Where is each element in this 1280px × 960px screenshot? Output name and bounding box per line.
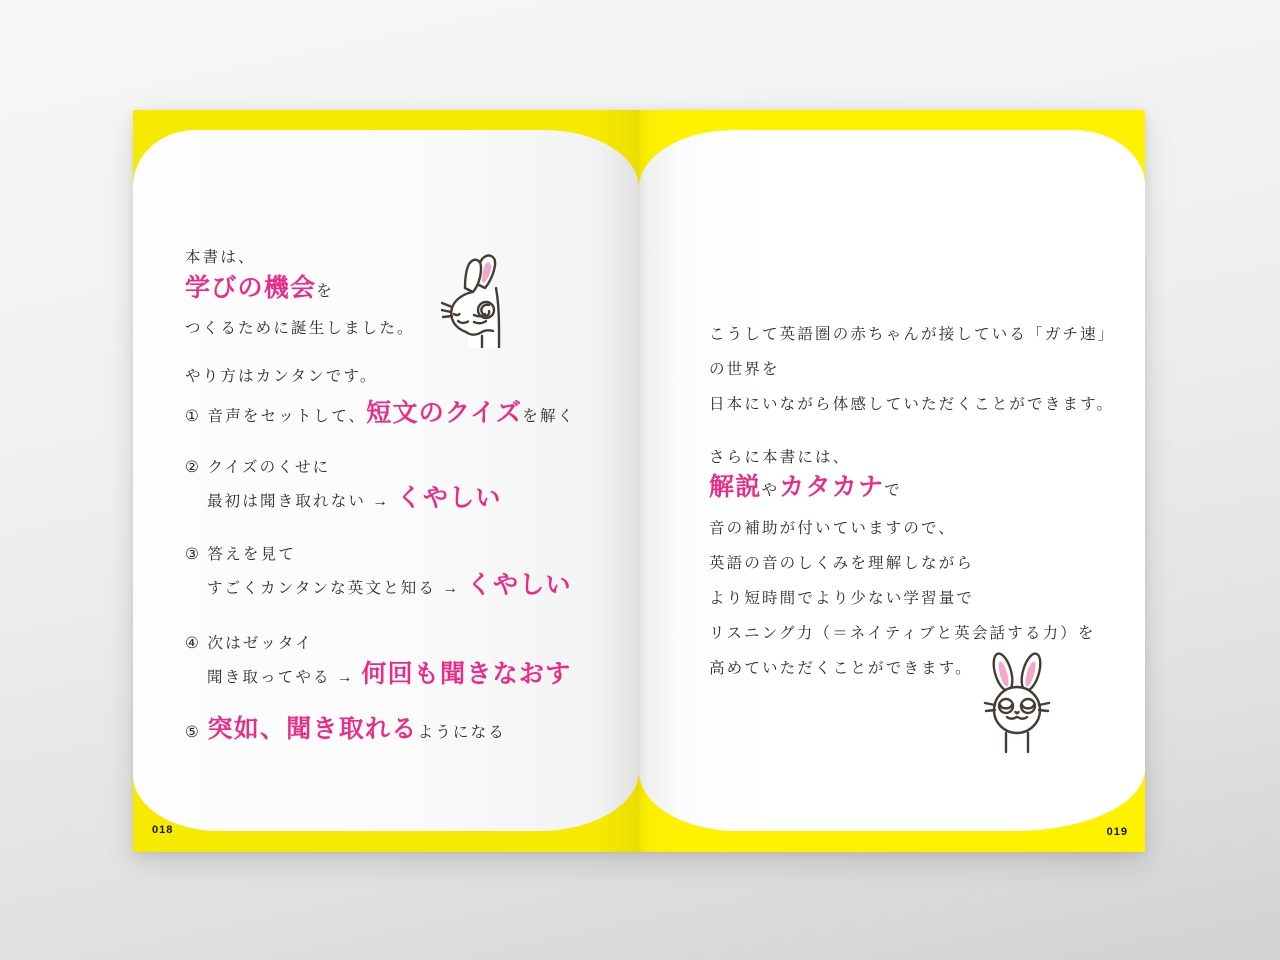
page-left [133, 110, 639, 852]
body-text: やり方はカンタンです。 [185, 368, 378, 385]
body-text: や [761, 482, 780, 499]
body-text: こうして英語圏の赤ちゃんが接している「ガチ速」 [709, 326, 1116, 343]
page-left-content-area [133, 130, 639, 831]
text-line [185, 481, 575, 519]
body-text: を解く [522, 408, 576, 425]
text-line [185, 542, 575, 568]
body-text: の世界を [709, 361, 780, 378]
body-text: リスニング力（＝ネイティブと英会話する力）を [709, 625, 1096, 642]
text-line [185, 245, 575, 271]
body-text: を [316, 283, 334, 300]
accent-text: カタカナ [779, 473, 885, 501]
text-line [185, 396, 575, 434]
open-book-spread [133, 110, 1145, 852]
text-line [185, 657, 575, 695]
body-text: より短時間でより少ない学習量で [709, 590, 975, 607]
right-page-text [709, 317, 1115, 686]
text-line [709, 511, 1115, 546]
accent-text: くやしい [466, 571, 572, 599]
body-text: ⑤ [185, 724, 208, 741]
body-text: つくるために誕生しました。 [185, 320, 415, 337]
text-line [709, 546, 1115, 581]
page-number-left: 018 [152, 824, 174, 836]
body-text: ようになる [417, 724, 506, 741]
body-text: 本書は、 [185, 249, 256, 266]
text-line [185, 568, 575, 606]
body-text: 高めていただくことができます。 [709, 660, 973, 677]
rabbit-profile-icon [441, 252, 503, 353]
body-text: ① 音声をセットして、 [185, 408, 367, 425]
body-text: ② クイズのくせに [185, 459, 331, 476]
body-text: 最初は聞き取れない → [207, 493, 397, 510]
text-line [185, 455, 575, 481]
body-text: 聞き取ってやる → [207, 669, 362, 686]
body-text: で [884, 482, 902, 499]
text-line [185, 271, 575, 309]
accent-text: 短文のクイズ [366, 399, 523, 427]
page-right-content-area [639, 130, 1145, 831]
accent-text: 何回も聞きなおす [361, 660, 572, 688]
text-line [185, 316, 575, 342]
accent-text: 解説 [709, 473, 762, 501]
body-text: ④ 次はゼッタイ [185, 635, 313, 652]
page-number-right: 019 [1106, 826, 1128, 838]
text-line [185, 631, 575, 657]
accent-text: くやしい [396, 484, 502, 512]
body-text: 日本にいながら体感していただくことができます。 [709, 396, 1115, 413]
rabbit-front-icon [982, 646, 1052, 759]
body-text: 英語の音のしくみを理解しながら [709, 555, 975, 572]
text-line [709, 387, 1115, 422]
text-line [709, 352, 1115, 387]
body-text: すごくカンタンな英文と知る → [207, 580, 467, 597]
body-text: さらに本書には、 [709, 449, 851, 466]
text-line [709, 581, 1115, 616]
accent-text: 突如、聞き取れる [207, 715, 418, 743]
left-page-text [185, 245, 575, 750]
text-line [185, 712, 575, 750]
text-line [185, 364, 575, 390]
body-text: ③ 答えを見て [185, 546, 296, 563]
text-line [709, 651, 1115, 686]
text-line [709, 616, 1115, 651]
body-text: 音の補助が付いていますので、 [709, 520, 957, 537]
page-right [639, 110, 1145, 852]
accent-text: 学びの機会 [185, 274, 317, 302]
text-line [709, 317, 1115, 352]
text-line [709, 467, 1115, 511]
